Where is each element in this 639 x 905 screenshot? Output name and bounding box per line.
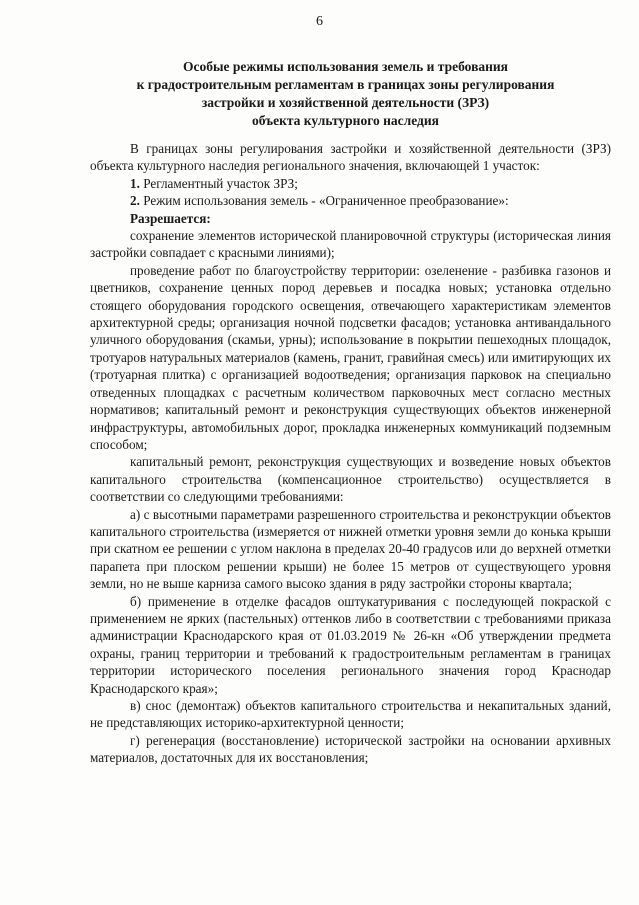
paragraph-landscaping: проведение работ по благоустройству территории: озеленение - разбивка газонов и цветников, сохранение ценных пород деревьев и посадка новых; установка отдельно стоящего оборудования городского освещения, отвечающего характеристикам элементов архитектурной среды; организация ночной подсветки фасадов; установка антивандального уличного оборудования (скамьи, урны); использование в покрытии пешеходных площадок, тротуаров натуральных материалов (камень, гранит, гравийная смесь) или имитирующих их (тротуарная плитка) с организацией водоотведения; организация парковок на специально отведенных площадках с расчетным количеством парковочных мест согласно местных нормативов; капитальный ремонт и реконструкция существующих объектов инженерной инфраструктуры, автомобильных дорог, прокладка инженерных коммуникаций подземным способом; bbox=[90, 262, 611, 452]
list-number: 1. bbox=[130, 175, 140, 191]
list-number: 2. bbox=[130, 193, 140, 209]
list-item-2 bbox=[90, 192, 611, 209]
heading-line: Особые режимы использования земель и требования bbox=[183, 59, 508, 74]
intro-paragraph: В границах зоны регулирования застройки и хозяйственной деятельности (ЗРЗ) объекта культурного наследия регионального значения, включающей 1 участок: bbox=[90, 141, 611, 174]
heading-line: к градостроительным регламентам в границах зоны регулирования bbox=[136, 77, 555, 92]
allowed-label: Разрешается: bbox=[130, 210, 211, 226]
page-number: 6 bbox=[316, 14, 323, 29]
heading-line: объекта культурного наследия bbox=[252, 113, 439, 128]
list-text: Режим использования земель - «Ограниченное преобразование»: bbox=[143, 193, 509, 209]
document-heading bbox=[90, 58, 601, 130]
requirement-g: г) регенерация (восстановление) исторической застройки на основании архивных материалов, достаточных для их восстановления; bbox=[90, 732, 611, 766]
list-item-1 bbox=[90, 175, 611, 192]
heading-line: застройки и хозяйственной деятельности (ЗРЗ) bbox=[201, 95, 490, 110]
paragraph-structure: сохранение элементов исторической планировочной структуры (историческая линия застройки совпадает с красными линиями); bbox=[90, 228, 611, 261]
requirement-b: б) применение в отделке фасадов оштукатуривания с последующей покраской с применением не ярких (пастельных) оттенков либо в соответствии с требованиями приказа администрации Краснодарского края от 01.03.2019 № 26-кн «Об утверждении предмета охраны, границ территории и требований к градостроительным регламентам в границах территории исторического поселения регионального значения город Краснодар Краснодарского края»; bbox=[90, 593, 611, 696]
requirement-a: а) с высотными параметрами разрешенного строительства и реконструкции объектов капитального строительства (измеряется от нижней отметки уровня земли до конька крыши при скатном ее решении с углом наклона в пределах 20-40 градусов или до верхней отметки парапета при плоском решении крыши) не более 15 метров от существующего уровня земли, но не выше карниза самого высоко здания в ряду застройки стороны квартала; bbox=[90, 506, 611, 592]
document-body bbox=[90, 140, 611, 767]
requirement-v: в) снос (демонтаж) объектов капитального строительства и некапитальных зданий, не представляющих историко-архитектурной ценности; bbox=[90, 698, 611, 731]
list-text: Регламентный участок ЗРЗ; bbox=[143, 175, 298, 191]
paragraph-construction: капитальный ремонт, реконструкция существующих и возведение новых объектов капитального строительства (компенсационное строительство) осуществляется в соответствии со следующими требованиями: bbox=[90, 454, 611, 505]
